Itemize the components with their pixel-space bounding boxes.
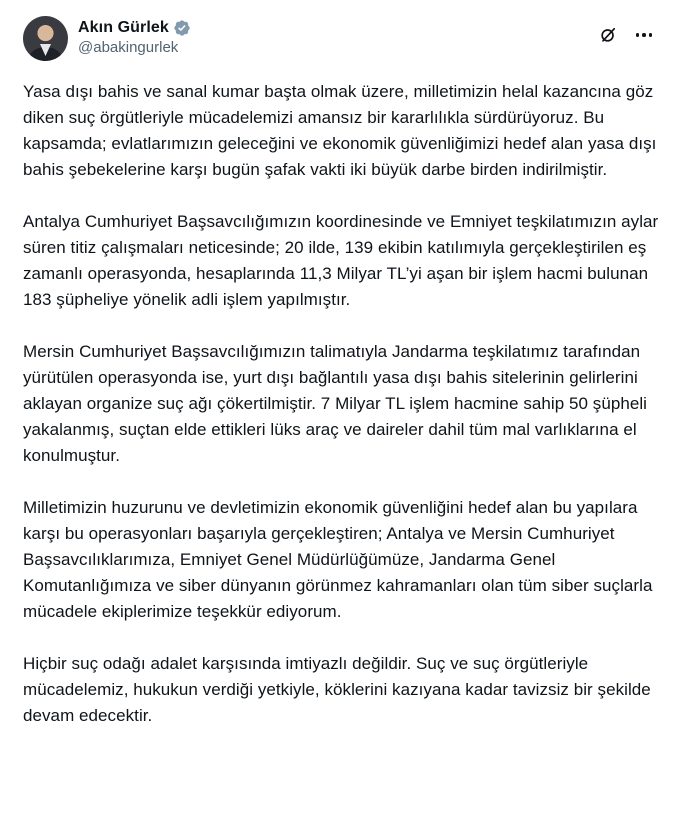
avatar[interactable]: [23, 16, 68, 61]
tweet-header: [23, 16, 665, 66]
verified-badge-icon: [173, 19, 191, 37]
grok-button[interactable]: [595, 22, 621, 48]
tweet-paragraph: Hiçbir suç odağı adalet karşısında imtiyazlı değildir. Suç ve suç örgütleriyle mücadelemiz, hukukun verdiği yetkiyle, köklerini kazıyana kadar tavizsiz bir şekilde devam edecektir.: [23, 654, 651, 725]
name-row: [78, 19, 191, 37]
tweet-actions: [595, 22, 657, 48]
tweet-text: [23, 79, 663, 755]
tweet-paragraph: Yasa dışı bahis ve sanal kumar başta olmak üzere, milletimizin helal kazancına göz diken suç örgütleriyle mücadelemizi amansız bir kararlılıkla sürdürüyoruz. Bu kapsamda; evlatlarımızın geleceğini ve ekonomik güvenliğimizi hedef alan yasa dışı bahis şebekelerine karşı bugün şafak vakti iki büyük darbe birden indirilmiştir.: [23, 82, 657, 179]
user-info: [78, 19, 191, 56]
display-name[interactable]: Akın Gürlek: [78, 19, 169, 36]
user-handle[interactable]: @abakingurlek: [78, 39, 179, 56]
tweet-paragraph: Antalya Cumhuriyet Başsavcılığımızın koordinesinde ve Emniyet teşkilatımızın aylar süren titiz çalışmaları neticesinde; 20 ilde, 139 ekibin katılımıyla gerçekleştirilen eş zamanlı operasyonda, hesaplarında 11,3 Milyar TL’yi aşan bir işlem hacmi bulunan 183 şüpheliye yönelik adli işlem yapılmıştır.: [23, 212, 659, 309]
more-options-button[interactable]: [631, 22, 657, 48]
more-options-icon: [636, 33, 653, 37]
tweet-paragraph: Mersin Cumhuriyet Başsavcılığımızın talimatıyla Jandarma teşkilatımız tarafından yürütülen operasyonda ise, yurt dışı bağlantılı yasa dışı bahis sitelerinin gelirlerini aklayan organize suç ağı çökertilmiştir. 7 Milyar TL işlem hacmine sahip 50 şüpheli yakalanmış, suçtan elde ettikleri lüks araç ve daireler dahil tüm mal varlıklarına el konulmuştur.: [23, 342, 647, 465]
grok-icon: [598, 25, 618, 45]
tweet-paragraph: Milletimizin huzurunu ve devletimizin ekonomik güvenliğini hedef alan bu yapılara karşı bu operasyonları başarıyla gerçekleştiren; Antalya ve Mersin Cumhuriyet Başsavcılıklarımıza, Emniyet Genel Müdürlüğümüze, Jandarma Genel Komutanlığımıza ve siber dünyanın görünmez kahramanları olan tüm siber suçlarla mücadele ekiplerimize teşekkür ediyorum.: [23, 498, 653, 621]
